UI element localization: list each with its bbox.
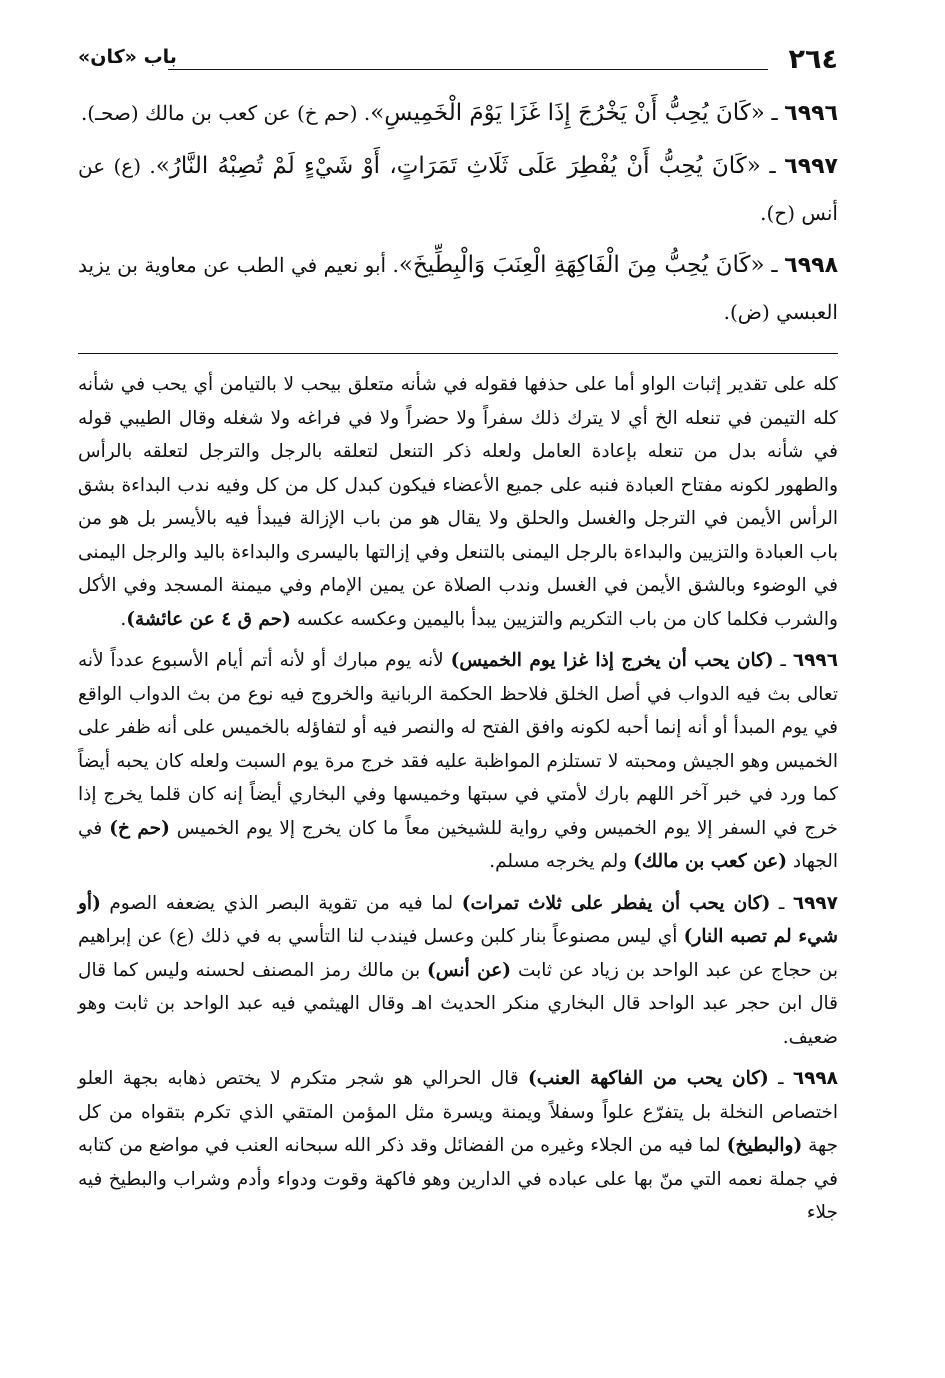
commentary-dash: ـ	[768, 1068, 793, 1089]
commentary-lemma: (أو شيء لم تصبه النار)	[78, 892, 838, 947]
page	[78, 40, 838, 1238]
hadith-list	[78, 90, 838, 335]
commentary-text: بن مالك رمز المصنف لحسنه وليس كما قال قال ابن حجر عبد الواحد قال البخاري منكر الحديث اهـ وقال الهيثمي فيه عبد الواحد بن ثابت وهو ضعيف.	[78, 959, 838, 1048]
hadith-source: . (حم خ) عن كعب بن مالك (صحـ).	[80, 101, 371, 125]
hadith-text: «كَانَ يُحِبُّ أَنْ يُفْطِرَ عَلَى ثَلَاثِ تَمَرَاتٍ، أَوْ شَيْءٍ لَمْ تُصِبْهُ النَّارُ»	[155, 153, 761, 179]
commentary-text: ولم يخرجه مسلم.	[489, 851, 634, 872]
header-rule	[168, 69, 768, 70]
commentary-lemma: (والبطيخ)	[726, 1135, 803, 1156]
hadith-dash: ـ	[764, 101, 785, 125]
commentary-dash: ـ	[770, 892, 793, 914]
commentary-text: لما فيه من تقوية البصر الذي يضعفه الصوم	[100, 892, 462, 914]
commentary-reference: (حم خ)	[109, 817, 170, 839]
commentary-reference: (عن أنس)	[427, 959, 512, 981]
commentary-text: كله على تقدير إثبات الواو أما على حذفها فقوله في شأنه متعلق بيحب لا بالتيامن أي يحب في شأنه كله التيمن في تنعله الخ أي لا يترك ذلك سفراً ولا حضراً ولا في فراغه ولا شغله وقال الطيبي قوله في شأنه بدل من تنعله بإعادة العامل ولعله ذكر التنعل لتعلقه بالرجل والترجل لتعلقه بالرأس والطهور لكونه مفتاح العبادة فنبه على جميع الأعضاء فيكون كبدل كل من كل وفيه ندب البداءة بشق الرأس الأيمن في الترجل والغسل والحلق ولا يقال هو من باب الإزالة فيبدأ فيه بالأيسر بل هو من باب العبادة والتزيين والبداءة بالرجل اليمنى بالتنعل وفي إزالتها باليسرى والبداءة باليد والرجل اليمنى في الوضوء وبالشق الأيمن في الغسل وندب الصلاة عن يمين الإمام وفي ميمنة المسجد وفي الأكل والشرب فكلما كان من باب التكريم والتزيين يبدأ باليمين وعكسه عكسه	[78, 374, 838, 630]
hadith-number: ٦٩٩٧	[784, 154, 838, 179]
hadith-source: . أبو نعيم في الطب عن معاوية بن يزيد العبسي (ض).	[78, 253, 838, 324]
hadith-number: ٦٩٩٦	[784, 101, 838, 126]
hadith-text: «كَانَ يُحِبُّ أَنْ يَخْرُجَ إِذَا غَزَا يَوْمَ الْخَمِيسِ»	[370, 100, 765, 126]
section-divider	[78, 353, 838, 354]
hadith-6996	[78, 90, 838, 137]
commentary-6996	[78, 644, 838, 879]
commentary-intro	[78, 368, 838, 636]
commentary-text: أي ليس مصنوعاً بنار كلبن وعسل فيندب لنا التأسي به في ذلك (ع) عن إبراهيم بن حجاج عن عبد الواحد بن زياد عن ثابت	[78, 926, 838, 981]
commentary-reference: (حم ق ٤ عن عائشة)	[126, 608, 291, 630]
commentary-text: لما فيه من الجلاء وغيره من الفضائل وقد ذكر الله سبحانه العنب في مواضع من كتابه في جملة نعمه التي منّ بها على عباده في الدارين وهو فاكهة وقوت ودواء وأدم وشراب والبطيخ فيه جلاء	[78, 1135, 839, 1223]
commentary-lemma: (كان يحب أن يفطر على ثلاث تمرات)	[461, 892, 771, 914]
commentary	[78, 368, 838, 1230]
hadith-6998	[78, 242, 838, 335]
commentary-reference: (عن كعب بن مالك)	[633, 851, 787, 872]
commentary-6997	[78, 887, 838, 1055]
page-header	[78, 40, 838, 80]
commentary-6998	[78, 1062, 838, 1230]
hadith-number: ٦٩٩٨	[784, 253, 838, 278]
commentary-text: لأنه يوم مبارك أو لأنه أتم أيام الأسبوع عدداً لأنه تعالى بث فيه الدواب في أصل الخلق فلاحظ الحكمة الربانية والخروج فيه نوع من بث الدواب الواقع في يوم المبدأ أو أنه إنما أحبه لكونه وافق الفتح له والنصر فيه أو لتفاؤله بالخميس على أنه ظفر على الخميس وهو الجيش ومحبته لا تستلزم المواظبة عليه فقد خرج مرة يوم السبت ولعله كان يحبه أيضاً كما ورد في خبر آخر اللهم بارك لأمتي في سبتها وخميسها وفي البخاري أيضاً إنه كان قلما يخرج إذا خرج في السفر إلا يوم الخميس وفي رواية للشيخين معاً ما كان يخرج إلا يوم الخميس	[78, 650, 838, 839]
hadith-dash: ـ	[764, 253, 785, 277]
commentary-text: قال الحرالي هو شجر متكرم لا يختص ذهابه بجهة العلو اختصاص النخلة بل يتفرّع علواً وسفلاً ويمنة ويسرة مثل المؤمن المتقي الذي تكرم بتقواه من كل جهة	[78, 1068, 838, 1156]
commentary-dash: ـ	[773, 650, 793, 671]
commentary-number: ٦٩٩٧	[792, 892, 838, 914]
hadith-text: «كَانَ يُحِبُّ مِنَ الْفَاكِهَةِ الْعِنَبَ وَالْبِطِّيخَ»	[398, 252, 765, 278]
hadith-6997	[78, 143, 838, 236]
page-number: ٢٦٤	[788, 44, 838, 75]
hadith-source: . (ع) عن أنس (ح).	[78, 154, 838, 225]
commentary-text: في الجهاد	[78, 817, 838, 872]
commentary-lemma: (كان يحب أن يخرج إذا غزا يوم الخميس)	[450, 650, 774, 671]
hadith-dash: ـ	[760, 154, 785, 178]
commentary-number: ٦٩٩٨	[792, 1068, 838, 1089]
chapter-title: باب «كان»	[78, 46, 177, 68]
commentary-lemma: (كان يحب من الفاكهة العنب)	[528, 1068, 769, 1089]
commentary-end: .	[120, 608, 127, 630]
commentary-number: ٦٩٩٦	[792, 650, 838, 671]
